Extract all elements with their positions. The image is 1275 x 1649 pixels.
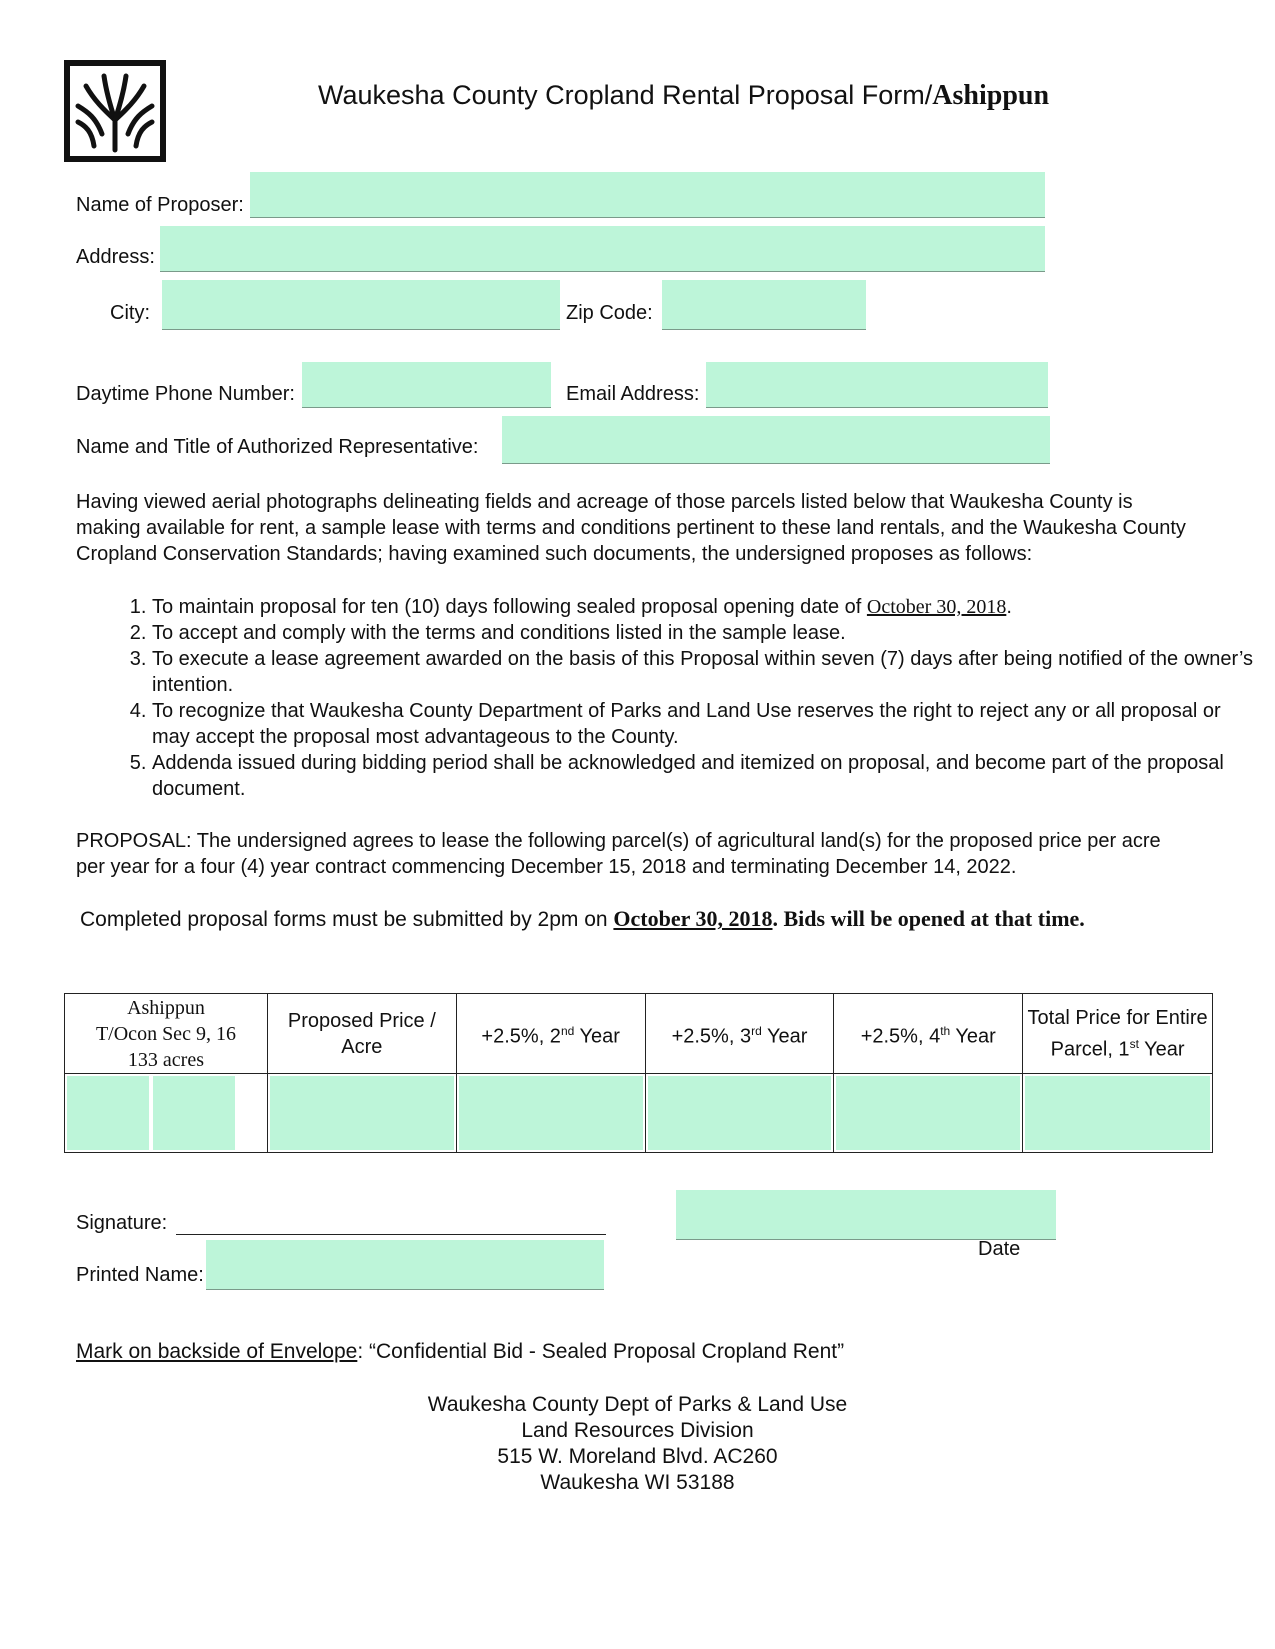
envelope-text: : “Confidential Bid - Sealed Proposal Cropland Rent”	[357, 1340, 845, 1363]
signature-line[interactable]	[176, 1234, 606, 1235]
address-label: Address:	[76, 246, 155, 268]
zip-code-field[interactable]	[662, 280, 866, 330]
envelope-instruction	[76, 1340, 844, 1364]
printed-name-label: Printed Name:	[76, 1264, 204, 1286]
deadline-text: Completed proposal forms must be submitted by 2pm on	[80, 908, 614, 931]
email-address-label: Email Address:	[566, 383, 700, 405]
deadline-bids-note: . Bids will be opened at that time.	[772, 906, 1085, 931]
tree-logo-icon	[64, 60, 166, 162]
ordinal-suffix: rd	[751, 1023, 762, 1038]
term-item	[152, 750, 1262, 802]
fourth-year-header	[834, 994, 1023, 1074]
parcel-acres: 133 acres	[127, 1048, 204, 1071]
table-row	[65, 1074, 1213, 1153]
header-text: +2.5%, 4	[860, 1025, 941, 1048]
county-logo	[64, 60, 166, 162]
ordinal-suffix: nd	[560, 1023, 575, 1038]
name-of-proposer-field[interactable]	[250, 172, 1045, 218]
fourth-year-input[interactable]	[836, 1076, 1020, 1150]
header-text: +2.5%, 3	[671, 1025, 752, 1048]
proposed-price-input[interactable]	[270, 1076, 454, 1150]
parcel-header	[65, 994, 268, 1074]
city-field[interactable]	[162, 280, 560, 330]
proposal-paragraph: PROPOSAL: The undersigned agrees to lease the following parcel(s) of agricultural land(s) for the proposed price per acre per year for a four (4) year contract commencing December 15, 2018 and terminating December 14, 2022.	[76, 830, 1161, 878]
address-line: Waukesha County Dept of Parks & Land Use	[427, 1393, 848, 1416]
authorized-representative-field[interactable]	[502, 416, 1050, 464]
term-punctuation: .	[1006, 596, 1012, 618]
title-location: Ashippun	[932, 80, 1050, 111]
deadline-notice	[80, 906, 1085, 932]
header-text: Year	[574, 1025, 620, 1048]
date-field[interactable]	[676, 1190, 1056, 1240]
address-line: Waukesha WI 53188	[540, 1471, 735, 1494]
term-text: To maintain proposal for ten (10) days following sealed proposal opening date of	[152, 596, 867, 618]
total-price-cell[interactable]	[1023, 1074, 1213, 1153]
third-year-cell[interactable]	[645, 1074, 834, 1153]
address-line: 515 W. Moreland Blvd. AC260	[497, 1445, 778, 1468]
term-text: Addenda issued during bidding period shall be acknowledged and itemized on proposal, and become part of the proposal document.	[152, 752, 1224, 800]
term-item	[152, 594, 1262, 620]
table-header-row	[65, 994, 1213, 1074]
opening-date: October 30, 2018	[866, 596, 1007, 618]
daytime-phone-label: Daytime Phone Number:	[76, 383, 295, 405]
bid-table	[64, 993, 1213, 1153]
email-address-field[interactable]	[706, 362, 1048, 408]
signature-label: Signature:	[76, 1212, 168, 1234]
address-line: Land Resources Division	[521, 1419, 754, 1442]
parcel-section: T/Ocon Sec 9, 16	[95, 1022, 236, 1045]
name-of-proposer-label: Name of Proposer:	[76, 194, 244, 216]
ordinal-suffix: st	[1129, 1036, 1139, 1051]
parcel-name: Ashippun	[127, 996, 205, 1019]
daytime-phone-field[interactable]	[302, 362, 551, 408]
second-year-header	[456, 994, 645, 1074]
second-year-cell[interactable]	[456, 1074, 645, 1153]
authorized-representative-label: Name and Title of Authorized Representative:	[76, 436, 479, 458]
header-text: Total Price for Entire Parcel, 1	[1027, 1006, 1208, 1061]
header-text: Year	[950, 1025, 996, 1048]
page-title	[318, 80, 1049, 112]
parcel-cell	[65, 1074, 268, 1153]
city-label: City:	[110, 302, 150, 324]
total-price-input[interactable]	[1025, 1076, 1210, 1150]
terms-list	[76, 594, 1262, 802]
date-label: Date	[978, 1238, 1021, 1260]
fourth-year-cell[interactable]	[834, 1074, 1023, 1153]
mailing-address	[0, 1392, 1275, 1496]
term-text: To execute a lease agreement awarded on the basis of this Proposal within seven (7) days after being notified of the owner’s intention.	[152, 648, 1254, 696]
term-text: To recognize that Waukesha County Department of Parks and Land Use reserves the right to reject any or all proposal or may accept the proposal most advantageous to the County.	[152, 700, 1221, 748]
ordinal-suffix: th	[940, 1023, 951, 1038]
header-text: +2.5%, 2	[481, 1025, 561, 1048]
title-text: Waukesha County Cropland Rental Proposal Form/	[318, 80, 933, 110]
term-item	[152, 620, 1262, 646]
term-item	[152, 698, 1262, 750]
zip-code-label: Zip Code:	[566, 302, 653, 324]
proposed-price-cell[interactable]	[267, 1074, 456, 1153]
intro-paragraph: Having viewed aerial photographs delineating fields and acreage of those parcels listed below that Waukesha County is making available for rent, a sample lease with terms and conditions pertinent to these land rentals, and the Waukesha County Cropland Conservation Standards; having examined such documents, the undersigned proposes as follows:	[76, 491, 1186, 565]
header-text: Year	[761, 1025, 808, 1048]
header-text: Year	[1138, 1038, 1185, 1061]
parcel-field-a[interactable]	[67, 1076, 149, 1150]
printed-name-field[interactable]	[206, 1240, 604, 1290]
second-year-input[interactable]	[459, 1076, 643, 1150]
deadline-date: October 30, 2018	[613, 906, 773, 931]
address-field[interactable]	[160, 226, 1045, 272]
proposed-price-header: Proposed Price / Acre	[267, 994, 456, 1074]
term-text: To accept and comply with the terms and conditions listed in the sample lease.	[152, 622, 846, 644]
parcel-field-b[interactable]	[153, 1076, 235, 1150]
third-year-header	[645, 994, 834, 1074]
third-year-input[interactable]	[648, 1076, 832, 1150]
total-price-header	[1023, 994, 1213, 1074]
term-item	[152, 646, 1262, 698]
envelope-label: Mark on backside of Envelope	[76, 1340, 358, 1363]
